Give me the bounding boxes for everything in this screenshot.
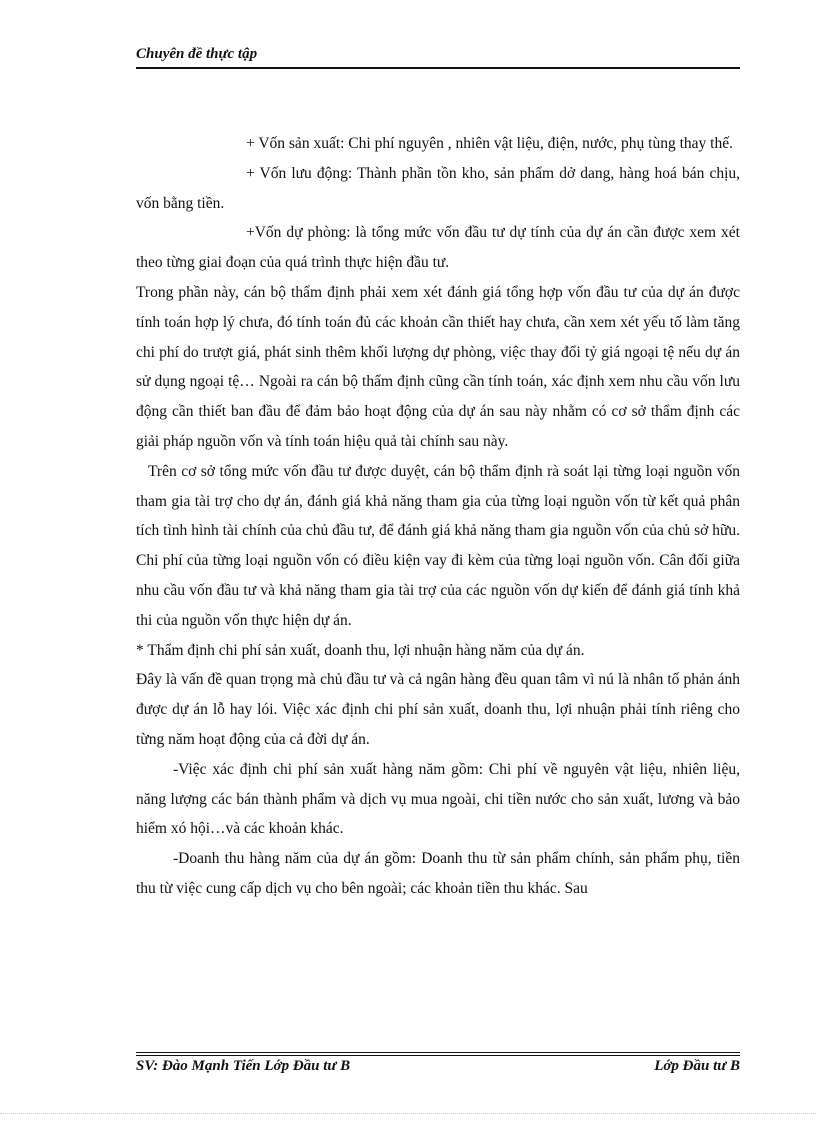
footer-divider-top <box>136 1052 740 1053</box>
paragraph-production-cost: -Việc xác định chi phí sản xuất hàng năm gồm: Chi phí về nguyên vật liệu, nhiên liệu, năng lượng các bán thành phẩm và dịch vụ mua ngoài, chi tiền nước cho sản xuất, lương và bảo hiểm xó hội…và các khoản khác. <box>136 760 740 838</box>
paragraph-importance: Đây là vấn đề quan trọng mà chủ đầu tư và cả ngân hàng đều quan tâm vì nú là nhân tố phản ánh được dự án lỗ hay lói. Việc xác định chi phí sản xuất, doanh thu, lợi nhuận phải tính riêng cho từng năm hoạt động của cả đời dự án. <box>136 671 740 748</box>
document-body <box>136 129 740 904</box>
page-footer <box>136 1058 740 1075</box>
paragraph-appraisal-review: Trong phần này, cán bộ thẩm định phải xem xét đánh giá tổng hợp vốn đầu tư của dự án được tính toán hợp lý chưa, đó tính toán đủ các khoản cần thiết hay chưa, cần xem xét yếu tố làm tăng chi phí do trượt giá, phát sinh thêm khối lượng dự phòng, việc thay đổi tỷ giá ngoại tệ nếu dự án sử dụng ngoại tệ… Ngoài ra cán bộ thẩm định cũng cần tính toán, xác định xem nhu cầu vốn lưu động cần thiết ban đầu để đảm bảo hoạt động của dự án sau này nhằm có cơ sở thẩm định các giải pháp nguồn vốn và tính toán hiệu quả tài chính sau này. <box>136 283 740 450</box>
paragraph-capital-sources: Trên cơ sở tổng mức vốn đầu tư được duyệt, cán bộ thẩm định rà soát lại từng loại nguồn vốn tham gia tài trợ cho dự án, đánh giá khả năng tham gia của từng loại nguồn vốn từ kết quả phân tích tình hình tài chính của chủ đầu tư, để đánh giá khả năng tham gia nguồn vốn của chủ sở hữu. Chi phí của từng loại nguồn vốn có điều kiện vay đi kèm của từng loại nguồn vốn. Cân đối giữa nhu cầu vốn đầu tư và khả năng tham gia tài trợ của các nguồn vốn dự kiến để đánh giá tính khả thi của nguồn vốn thực hiện dự án. <box>136 462 740 629</box>
header-divider <box>136 67 740 69</box>
paragraph-working-capital: + Vốn lưu động: Thành phần tồn kho, sản phẩm dở dang, hàng hoá bán chịu, vốn bằng tiền. <box>136 164 740 212</box>
page-header-title: Chuyên đề thực tập <box>136 46 258 62</box>
footer-author: SV: Đào Mạnh Tiến Lớp Đầu tư B <box>136 1058 351 1074</box>
paragraph-section-heading: * Thẩm định chi phí sản xuất, doanh thu, lợi nhuận hàng năm của dự án. <box>136 641 585 659</box>
paragraph-annual-revenue: -Doanh thu hàng năm của dự án gồm: Doanh thu từ sản phẩm chính, sản phẩm phụ, tiền thu từ việc cung cấp dịch vụ cho bên ngoài; các khoản tiền thu khác. Sau <box>136 850 740 897</box>
paragraph-reserve-capital: +Vốn dự phòng: là tổng mức vốn đầu tư dự tính của dự án cần được xem xét theo từng giai đoạn của quá trình thực hiện đầu tư. <box>136 224 740 272</box>
footer-divider-bottom <box>136 1055 740 1056</box>
paragraph-production-capital: + Vốn sản xuất: Chi phí nguyên , nhiên vật liệu, điện, nước, phụ tùng thay thế. <box>246 135 733 152</box>
footer-class: Lớp Đầu tư B <box>654 1058 740 1074</box>
page-edge-line <box>0 1113 816 1114</box>
